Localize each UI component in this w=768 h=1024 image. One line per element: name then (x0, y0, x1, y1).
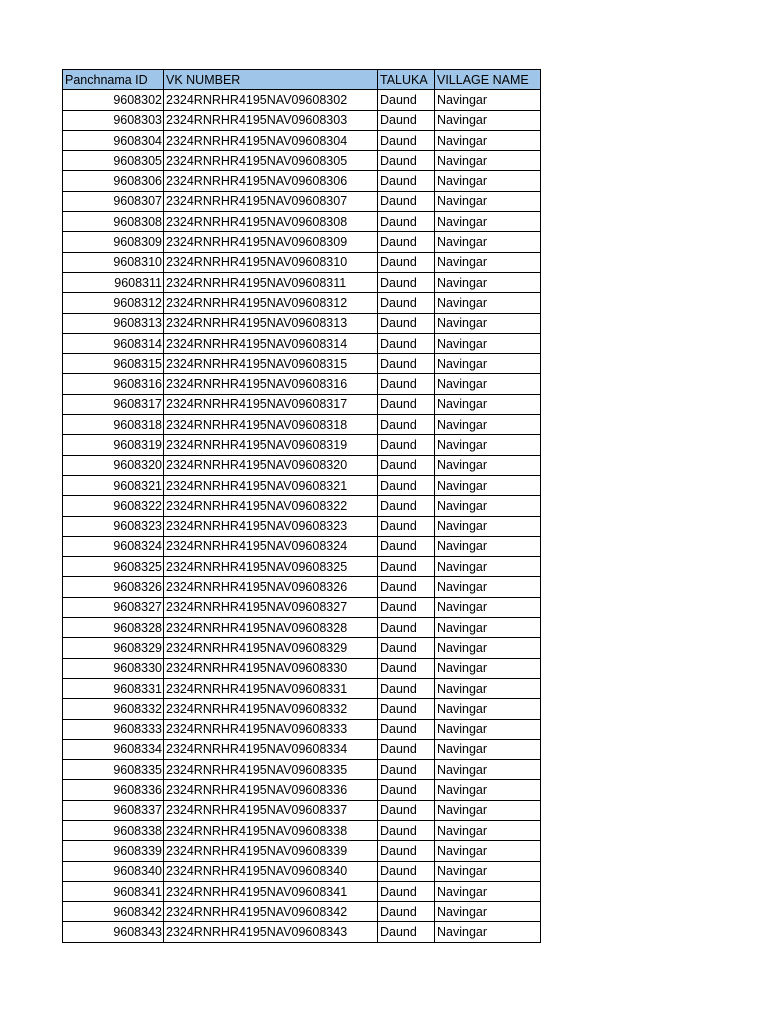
cell-vk-number[interactable]: 2324RNRHR4195NAV09608314 (164, 333, 378, 353)
cell-panchnama-id[interactable]: 9608339 (63, 841, 164, 861)
table-row (63, 252, 541, 272)
cell-vk-number[interactable]: 2324RNRHR4195NAV09608308 (164, 212, 378, 232)
table-row (63, 678, 541, 698)
table-row (63, 171, 541, 191)
table-row (63, 597, 541, 617)
cell-taluka[interactable]: Daund (378, 719, 435, 739)
cell-village-name[interactable]: Navingar (435, 638, 541, 658)
cell-vk-number[interactable]: 2324RNRHR4195NAV09608339 (164, 841, 378, 861)
cell-panchnama-id[interactable]: 9608310 (63, 252, 164, 272)
cell-taluka[interactable]: Daund (378, 374, 435, 394)
table-row (63, 638, 541, 658)
table-row (63, 475, 541, 495)
cell-village-name[interactable]: Navingar (435, 455, 541, 475)
cell-vk-number[interactable]: 2324RNRHR4195NAV09608319 (164, 435, 378, 455)
cell-village-name[interactable]: Navingar (435, 902, 541, 922)
cell-vk-number[interactable]: 2324RNRHR4195NAV09608341 (164, 881, 378, 901)
table-row (63, 820, 541, 840)
cell-panchnama-id[interactable]: 9608319 (63, 435, 164, 455)
header-vk-number[interactable]: VK NUMBER (164, 70, 378, 90)
cell-vk-number[interactable]: 2324RNRHR4195NAV09608342 (164, 902, 378, 922)
cell-panchnama-id[interactable]: 9608332 (63, 699, 164, 719)
cell-panchnama-id[interactable]: 9608320 (63, 455, 164, 475)
cell-vk-number[interactable]: 2324RNRHR4195NAV09608320 (164, 455, 378, 475)
cell-taluka[interactable]: Daund (378, 415, 435, 435)
cell-vk-number[interactable]: 2324RNRHR4195NAV09608305 (164, 151, 378, 171)
data-table (62, 69, 541, 943)
cell-panchnama-id[interactable]: 9608314 (63, 333, 164, 353)
cell-village-name[interactable]: Navingar (435, 333, 541, 353)
table-row (63, 435, 541, 455)
cell-panchnama-id[interactable]: 9608322 (63, 496, 164, 516)
cell-panchnama-id[interactable]: 9608340 (63, 861, 164, 881)
cell-vk-number[interactable]: 2324RNRHR4195NAV09608312 (164, 293, 378, 313)
cell-panchnama-id[interactable]: 9608315 (63, 354, 164, 374)
cell-taluka[interactable]: Daund (378, 455, 435, 475)
cell-panchnama-id[interactable]: 9608342 (63, 902, 164, 922)
cell-village-name[interactable]: Navingar (435, 800, 541, 820)
table-row (63, 861, 541, 881)
cell-panchnama-id[interactable]: 9608328 (63, 618, 164, 638)
cell-village-name[interactable]: Navingar (435, 415, 541, 435)
cell-village-name[interactable]: Navingar (435, 232, 541, 252)
cell-taluka[interactable]: Daund (378, 739, 435, 759)
cell-taluka[interactable]: Daund (378, 354, 435, 374)
cell-vk-number[interactable]: 2324RNRHR4195NAV09608333 (164, 719, 378, 739)
cell-vk-number[interactable]: 2324RNRHR4195NAV09608321 (164, 475, 378, 495)
cell-vk-number[interactable]: 2324RNRHR4195NAV09608311 (164, 272, 378, 292)
cell-vk-number[interactable]: 2324RNRHR4195NAV09608315 (164, 354, 378, 374)
cell-panchnama-id[interactable]: 9608317 (63, 394, 164, 414)
cell-taluka[interactable]: Daund (378, 881, 435, 901)
cell-village-name[interactable]: Navingar (435, 191, 541, 211)
cell-village-name[interactable]: Navingar (435, 272, 541, 292)
table-row (63, 110, 541, 130)
table-row (63, 455, 541, 475)
cell-village-name[interactable]: Navingar (435, 151, 541, 171)
cell-taluka[interactable]: Daund (378, 516, 435, 536)
cell-taluka[interactable]: Daund (378, 171, 435, 191)
table-row (63, 333, 541, 353)
cell-panchnama-id[interactable]: 9608338 (63, 820, 164, 840)
cell-taluka[interactable]: Daund (378, 151, 435, 171)
cell-taluka[interactable]: Daund (378, 212, 435, 232)
table-row (63, 313, 541, 333)
cell-village-name[interactable]: Navingar (435, 739, 541, 759)
cell-taluka[interactable]: Daund (378, 536, 435, 556)
cell-vk-number[interactable]: 2324RNRHR4195NAV09608303 (164, 110, 378, 130)
table-row (63, 800, 541, 820)
cell-panchnama-id[interactable]: 9608335 (63, 760, 164, 780)
cell-panchnama-id[interactable]: 9608304 (63, 130, 164, 150)
cell-taluka[interactable]: Daund (378, 272, 435, 292)
cell-village-name[interactable]: Navingar (435, 354, 541, 374)
cell-vk-number[interactable]: 2324RNRHR4195NAV09608306 (164, 171, 378, 191)
cell-vk-number[interactable]: 2324RNRHR4195NAV09608331 (164, 678, 378, 698)
cell-village-name[interactable]: Navingar (435, 475, 541, 495)
cell-taluka[interactable]: Daund (378, 618, 435, 638)
cell-vk-number[interactable]: 2324RNRHR4195NAV09608328 (164, 618, 378, 638)
cell-village-name[interactable]: Navingar (435, 313, 541, 333)
table-row (63, 415, 541, 435)
cell-village-name[interactable]: Navingar (435, 90, 541, 110)
cell-vk-number[interactable]: 2324RNRHR4195NAV09608307 (164, 191, 378, 211)
cell-vk-number[interactable]: 2324RNRHR4195NAV09608317 (164, 394, 378, 414)
cell-taluka[interactable]: Daund (378, 435, 435, 455)
cell-panchnama-id[interactable]: 9608309 (63, 232, 164, 252)
cell-vk-number[interactable]: 2324RNRHR4195NAV09608334 (164, 739, 378, 759)
table-row (63, 130, 541, 150)
cell-village-name[interactable]: Navingar (435, 820, 541, 840)
cell-village-name[interactable]: Navingar (435, 435, 541, 455)
cell-taluka[interactable]: Daund (378, 313, 435, 333)
cell-panchnama-id[interactable]: 9608306 (63, 171, 164, 191)
header-panchnama-id[interactable]: Panchnama ID (63, 70, 164, 90)
cell-village-name[interactable]: Navingar (435, 678, 541, 698)
cell-panchnama-id[interactable]: 9608343 (63, 922, 164, 942)
table-row (63, 881, 541, 901)
cell-village-name[interactable]: Navingar (435, 861, 541, 881)
cell-taluka[interactable]: Daund (378, 394, 435, 414)
table-row (63, 90, 541, 110)
cell-vk-number[interactable]: 2324RNRHR4195NAV09608327 (164, 597, 378, 617)
cell-taluka[interactable]: Daund (378, 333, 435, 353)
cell-village-name[interactable]: Navingar (435, 881, 541, 901)
cell-vk-number[interactable]: 2324RNRHR4195NAV09608302 (164, 90, 378, 110)
cell-vk-number[interactable]: 2324RNRHR4195NAV09608329 (164, 638, 378, 658)
table-row (63, 272, 541, 292)
table-row (63, 354, 541, 374)
cell-vk-number[interactable]: 2324RNRHR4195NAV09608325 (164, 557, 378, 577)
cell-village-name[interactable]: Navingar (435, 597, 541, 617)
cell-village-name[interactable]: Navingar (435, 171, 541, 191)
cell-panchnama-id[interactable]: 9608305 (63, 151, 164, 171)
cell-vk-number[interactable]: 2324RNRHR4195NAV09608332 (164, 699, 378, 719)
cell-village-name[interactable]: Navingar (435, 699, 541, 719)
cell-panchnama-id[interactable]: 9608307 (63, 191, 164, 211)
cell-village-name[interactable]: Navingar (435, 516, 541, 536)
cell-panchnama-id[interactable]: 9608325 (63, 557, 164, 577)
cell-panchnama-id[interactable]: 9608336 (63, 780, 164, 800)
cell-taluka[interactable]: Daund (378, 861, 435, 881)
cell-vk-number[interactable]: 2324RNRHR4195NAV09608326 (164, 577, 378, 597)
cell-taluka[interactable]: Daund (378, 658, 435, 678)
table-row (63, 719, 541, 739)
table-row (63, 516, 541, 536)
cell-vk-number[interactable]: 2324RNRHR4195NAV09608338 (164, 820, 378, 840)
cell-vk-number[interactable]: 2324RNRHR4195NAV09608310 (164, 252, 378, 272)
cell-panchnama-id[interactable]: 9608341 (63, 881, 164, 901)
cell-panchnama-id[interactable]: 9608303 (63, 110, 164, 130)
table-body (63, 90, 541, 942)
cell-taluka[interactable]: Daund (378, 130, 435, 150)
cell-panchnama-id[interactable]: 9608324 (63, 536, 164, 556)
cell-panchnama-id[interactable]: 9608327 (63, 597, 164, 617)
cell-taluka[interactable]: Daund (378, 820, 435, 840)
cell-vk-number[interactable]: 2324RNRHR4195NAV09608316 (164, 374, 378, 394)
cell-village-name[interactable]: Navingar (435, 394, 541, 414)
cell-panchnama-id[interactable]: 9608330 (63, 658, 164, 678)
cell-panchnama-id[interactable]: 9608329 (63, 638, 164, 658)
cell-village-name[interactable]: Navingar (435, 922, 541, 942)
cell-vk-number[interactable]: 2324RNRHR4195NAV09608309 (164, 232, 378, 252)
cell-vk-number[interactable]: 2324RNRHR4195NAV09608337 (164, 800, 378, 820)
cell-panchnama-id[interactable]: 9608321 (63, 475, 164, 495)
cell-panchnama-id[interactable]: 9608308 (63, 212, 164, 232)
cell-panchnama-id[interactable]: 9608316 (63, 374, 164, 394)
cell-panchnama-id[interactable]: 9608326 (63, 577, 164, 597)
cell-taluka[interactable]: Daund (378, 902, 435, 922)
cell-taluka[interactable]: Daund (378, 90, 435, 110)
cell-panchnama-id[interactable]: 9608337 (63, 800, 164, 820)
cell-village-name[interactable]: Navingar (435, 130, 541, 150)
cell-taluka[interactable]: Daund (378, 475, 435, 495)
cell-taluka[interactable]: Daund (378, 110, 435, 130)
cell-village-name[interactable]: Navingar (435, 374, 541, 394)
cell-panchnama-id[interactable]: 9608311 (63, 272, 164, 292)
cell-taluka[interactable]: Daund (378, 191, 435, 211)
cell-taluka[interactable]: Daund (378, 638, 435, 658)
cell-panchnama-id[interactable]: 9608312 (63, 293, 164, 313)
table-row (63, 699, 541, 719)
table-row (63, 841, 541, 861)
cell-panchnama-id[interactable]: 9608323 (63, 516, 164, 536)
cell-taluka[interactable]: Daund (378, 841, 435, 861)
header-row (63, 70, 541, 90)
cell-taluka[interactable]: Daund (378, 496, 435, 516)
cell-village-name[interactable]: Navingar (435, 496, 541, 516)
table-row (63, 151, 541, 171)
table-row (63, 191, 541, 211)
cell-village-name[interactable]: Navingar (435, 110, 541, 130)
cell-panchnama-id[interactable]: 9608302 (63, 90, 164, 110)
table-row (63, 780, 541, 800)
cell-taluka[interactable]: Daund (378, 800, 435, 820)
cell-vk-number[interactable]: 2324RNRHR4195NAV09608318 (164, 415, 378, 435)
cell-village-name[interactable]: Navingar (435, 658, 541, 678)
cell-village-name[interactable]: Navingar (435, 841, 541, 861)
cell-village-name[interactable]: Navingar (435, 780, 541, 800)
cell-panchnama-id[interactable]: 9608313 (63, 313, 164, 333)
table-row (63, 557, 541, 577)
cell-panchnama-id[interactable]: 9608331 (63, 678, 164, 698)
cell-panchnama-id[interactable]: 9608318 (63, 415, 164, 435)
cell-taluka[interactable]: Daund (378, 232, 435, 252)
table-row (63, 658, 541, 678)
cell-vk-number[interactable]: 2324RNRHR4195NAV09608322 (164, 496, 378, 516)
table-row (63, 293, 541, 313)
cell-taluka[interactable]: Daund (378, 557, 435, 577)
table-row (63, 394, 541, 414)
cell-vk-number[interactable]: 2324RNRHR4195NAV09608336 (164, 780, 378, 800)
cell-taluka[interactable]: Daund (378, 760, 435, 780)
table-row (63, 496, 541, 516)
cell-taluka[interactable]: Daund (378, 252, 435, 272)
table-row (63, 760, 541, 780)
table-row (63, 577, 541, 597)
cell-vk-number[interactable]: 2324RNRHR4195NAV09608313 (164, 313, 378, 333)
cell-village-name[interactable]: Navingar (435, 212, 541, 232)
cell-vk-number[interactable]: 2324RNRHR4195NAV09608335 (164, 760, 378, 780)
cell-taluka[interactable]: Daund (378, 293, 435, 313)
cell-village-name[interactable]: Navingar (435, 293, 541, 313)
table-row (63, 374, 541, 394)
cell-taluka[interactable]: Daund (378, 597, 435, 617)
cell-village-name[interactable]: Navingar (435, 719, 541, 739)
cell-panchnama-id[interactable]: 9608334 (63, 739, 164, 759)
cell-village-name[interactable]: Navingar (435, 577, 541, 597)
header-village-name[interactable]: VILLAGE NAME (435, 70, 541, 90)
cell-vk-number[interactable]: 2324RNRHR4195NAV09608330 (164, 658, 378, 678)
cell-vk-number[interactable]: 2324RNRHR4195NAV09608340 (164, 861, 378, 881)
cell-village-name[interactable]: Navingar (435, 760, 541, 780)
table-row (63, 922, 541, 942)
table-row (63, 739, 541, 759)
cell-taluka[interactable]: Daund (378, 699, 435, 719)
table-row (63, 536, 541, 556)
cell-village-name[interactable]: Navingar (435, 618, 541, 638)
cell-vk-number[interactable]: 2324RNRHR4195NAV09608304 (164, 130, 378, 150)
cell-vk-number[interactable]: 2324RNRHR4195NAV09608323 (164, 516, 378, 536)
table-row (63, 618, 541, 638)
cell-village-name[interactable]: Navingar (435, 536, 541, 556)
cell-taluka[interactable]: Daund (378, 678, 435, 698)
cell-taluka[interactable]: Daund (378, 922, 435, 942)
cell-village-name[interactable]: Navingar (435, 252, 541, 272)
spreadsheet-area (62, 69, 541, 943)
table-row (63, 232, 541, 252)
cell-taluka[interactable]: Daund (378, 577, 435, 597)
cell-taluka[interactable]: Daund (378, 780, 435, 800)
cell-vk-number[interactable]: 2324RNRHR4195NAV09608343 (164, 922, 378, 942)
table-row (63, 902, 541, 922)
table-row (63, 212, 541, 232)
cell-panchnama-id[interactable]: 9608333 (63, 719, 164, 739)
cell-vk-number[interactable]: 2324RNRHR4195NAV09608324 (164, 536, 378, 556)
header-taluka[interactable]: TALUKA (378, 70, 435, 90)
cell-village-name[interactable]: Navingar (435, 557, 541, 577)
